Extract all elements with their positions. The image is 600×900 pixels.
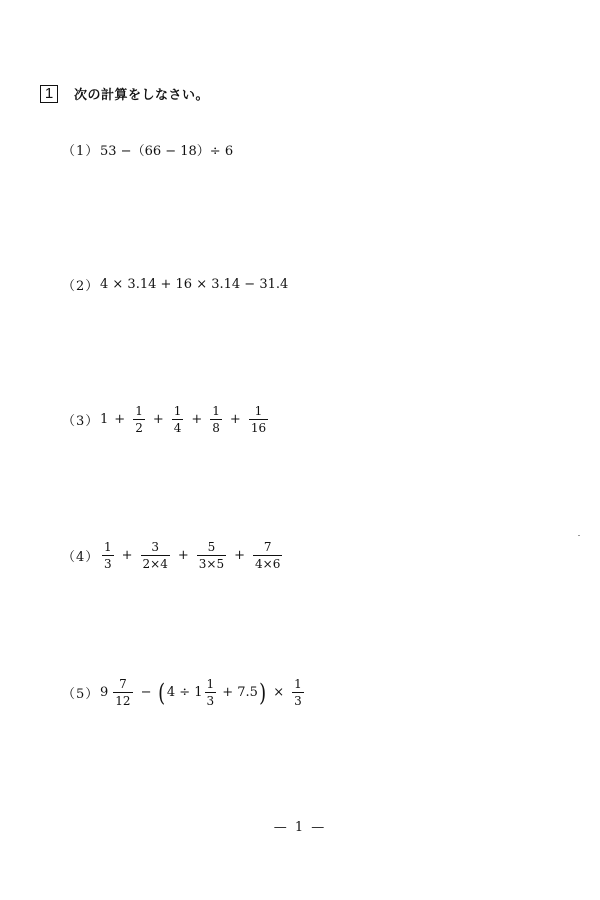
fraction: $\frac{7}{4\times 6}$ — [255, 540, 281, 571]
minus-sign: − — [140, 685, 152, 700]
problem-5 — [62, 677, 306, 708]
problem-2-expression: 4 × 3.14 + 16 × 3.14 − 31.4 — [100, 277, 289, 292]
times-sign: × — [273, 685, 285, 700]
inner-division: 4 ÷ 1 — [166, 685, 203, 700]
fraction: $\frac{1}{3}$ — [294, 677, 302, 708]
close-paren: ) — [259, 678, 267, 707]
problem-1-label: （1） — [62, 144, 100, 159]
instruction-text: 次の計算をしなさい。 — [74, 88, 210, 103]
plus-sign: + — [114, 412, 126, 427]
problem-1-expression: 53 −（66 − 18）÷ 6 — [100, 144, 234, 159]
fraction: $\frac{1}{16}$ — [250, 404, 267, 435]
fraction: $\frac{1}{2}$ — [135, 404, 143, 435]
plus-sign: + — [191, 412, 203, 427]
question-heading — [40, 84, 209, 103]
problem-3-label: （3） — [62, 414, 100, 429]
fraction: $\frac{1}{3}$ — [206, 677, 215, 708]
problem-3 — [62, 404, 270, 435]
problem-4 — [62, 540, 284, 571]
plus-sign: + — [234, 548, 246, 563]
question-number-box: 1 — [40, 85, 58, 103]
fraction: $\frac{1}{3}$ — [104, 540, 112, 571]
plus-sign: + — [121, 548, 133, 563]
plus-sign: + — [152, 412, 164, 427]
problem-2-label: （2） — [62, 279, 100, 294]
plus-sign: + — [177, 548, 189, 563]
fraction: $\frac{1}{8}$ — [212, 404, 220, 435]
fraction: $\frac{5}{3\times 5}$ — [198, 540, 225, 571]
problem-4-label: （4） — [62, 550, 100, 565]
page-number: — 1 — — [273, 820, 327, 835]
problem-1 — [62, 140, 233, 159]
inner-addition: + 7.5 — [222, 685, 258, 700]
open-paren: ( — [158, 678, 166, 707]
problem-5-label: （5） — [62, 687, 100, 702]
plus-sign: + — [229, 412, 241, 427]
problem-3-whole: 1 — [100, 412, 109, 427]
mixed-number: 9 $\frac{7}{12}$ — [100, 677, 131, 708]
problem-2 — [62, 275, 288, 294]
fraction: $\frac{1}{4}$ — [173, 404, 182, 435]
fraction: $\frac{3}{2\times 4}$ — [142, 540, 168, 571]
scan-speck — [578, 535, 580, 536]
